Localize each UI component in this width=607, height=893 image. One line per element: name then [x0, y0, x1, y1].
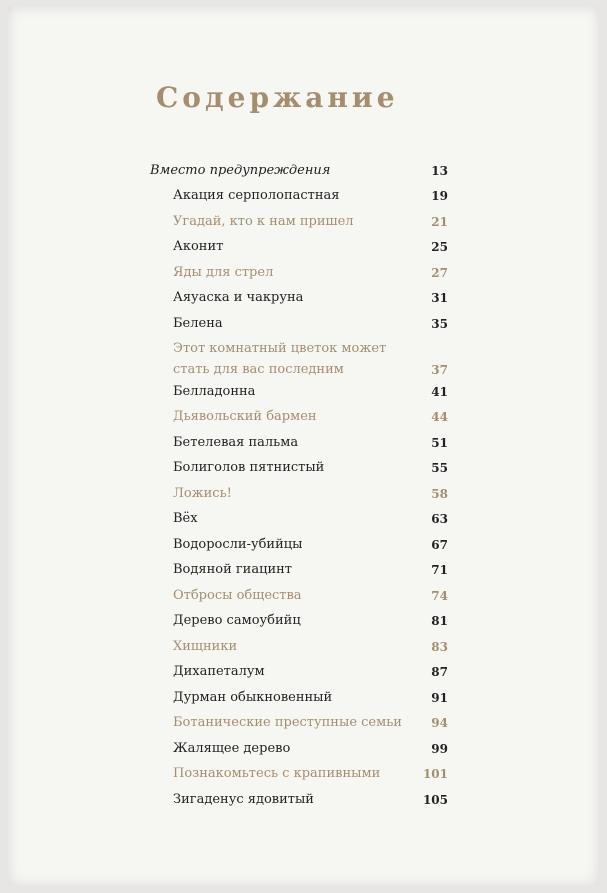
toc-entry-page: 67 [431, 538, 448, 552]
toc-entry-title: Ложись! [173, 486, 232, 501]
toc-entry-title: Жалящее дерево [173, 741, 291, 756]
toc-entry-page: 25 [431, 240, 448, 254]
page-title: Содержание [156, 81, 399, 114]
toc-entry-title: Угадай, кто к нам пришел [173, 214, 354, 229]
toc-entry-page: 101 [422, 767, 448, 781]
toc-entry-page: 21 [431, 215, 448, 229]
toc-entry-page: 105 [422, 793, 448, 807]
toc-entry-title: Познакомьтесь с крапивными [173, 766, 381, 781]
toc-entry-page: 13 [431, 164, 448, 178]
toc-entry-title: Болиголов пятнистый [173, 460, 325, 475]
toc-entry-title: Водоросли-убийцы [173, 537, 303, 552]
toc-entry-page: 37 [431, 363, 448, 377]
toc-entry-title: Дьявольский бармен [173, 409, 317, 424]
toc-entry-title: Бетелевая пальма [173, 435, 299, 450]
toc-entry-title: Дихапеталум [173, 664, 265, 679]
toc-entry-page: 41 [431, 385, 448, 399]
toc-entry-page: 63 [431, 512, 448, 526]
table-of-contents [8, 6, 599, 886]
toc-entry-title: Ботанические преступные семьи [173, 715, 402, 730]
toc-entry-page: 51 [431, 436, 448, 450]
toc-entry-title: Хищники [173, 639, 238, 654]
toc-entry-page: 31 [431, 291, 448, 305]
toc-entry-title: Аяуаска и чакруна [173, 290, 304, 305]
toc-entry-title: Яды для стрел [173, 265, 274, 280]
toc-entry-page: 74 [431, 589, 448, 603]
toc-entry-title: Акация серполопастная [173, 188, 340, 203]
toc-entry-page: 83 [431, 640, 448, 654]
toc-entry-title: Водяной гиацинт [173, 562, 292, 577]
toc-entry-page: 44 [431, 410, 448, 424]
toc-entry-page: 81 [431, 614, 448, 628]
toc-entry-title: Вместо предупреждения [150, 163, 331, 178]
toc-entry-title: Белладонна [173, 384, 256, 399]
toc-entry-title: Отбросы общества [173, 588, 302, 603]
toc-entry-title-line2: стать для вас последним [173, 362, 344, 377]
toc-entry-page: 58 [431, 487, 448, 501]
toc-entry-page: 87 [431, 665, 448, 679]
toc-entry-page: 99 [431, 742, 448, 756]
toc-entry-title: Аконит [173, 239, 224, 254]
toc-entry-title: Этот комнатный цветок может [173, 341, 387, 356]
toc-entry-title: Дурман обыкновенный [173, 690, 333, 705]
toc-entry-page: 27 [431, 266, 448, 280]
toc-entry-title: Зигаденус ядовитый [173, 792, 314, 807]
book-page [8, 6, 599, 886]
toc-entry-title: Дерево самоубийц [173, 613, 301, 628]
toc-entry-page: 55 [431, 461, 448, 475]
toc-entry-title: Белена [173, 316, 223, 331]
toc-entry-page: 35 [431, 317, 448, 331]
toc-entry-title: Вёх [173, 511, 198, 526]
toc-entry-page: 94 [431, 716, 448, 730]
toc-entry-page: 19 [431, 189, 448, 203]
toc-entry-page: 91 [431, 691, 448, 705]
toc-entry-page: 71 [431, 563, 448, 577]
